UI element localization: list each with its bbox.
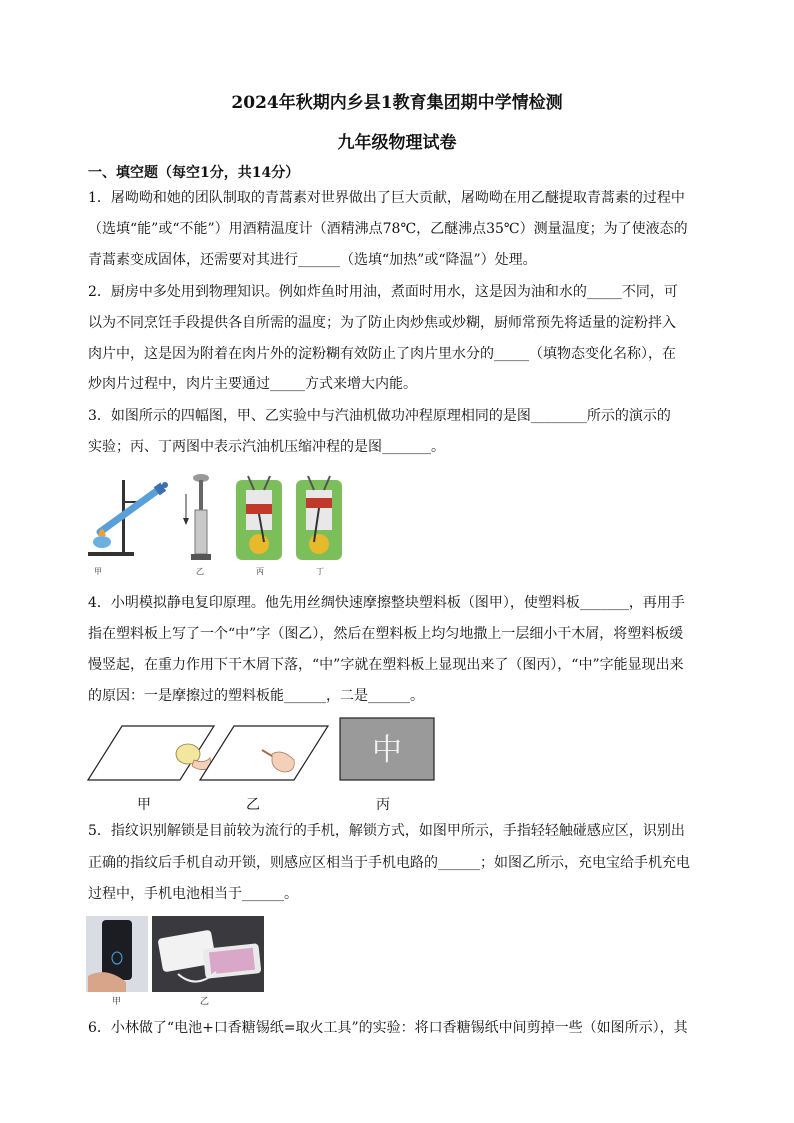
q6-line-1: 6．小林做了“电池+口香糖锡纸=取火工具”的实验：将口香糖锡纸中间剪掉一些（如图所示），其: [88, 1020, 688, 1036]
q4-label-jia: 甲: [137, 797, 151, 813]
q4-line-2: 指在塑料板上写了一个“中”字（图乙），然后在塑料板上均匀地撒上一层细小干木屑，将塑料板缓: [88, 626, 684, 642]
engine-stroke-figure-d: [296, 476, 342, 560]
q3-line-1: 3．如图所示的四幅图，甲、乙实验中与汽油机做功冲程原理相同的是图________所示的演示的: [88, 408, 671, 424]
q3-label-yi: 乙: [196, 567, 204, 576]
q4-line-4: 的原因：一是摩擦过的塑料板能______，二是______。: [88, 688, 424, 704]
plastic-plate-rubbing-figure: [88, 726, 214, 780]
q4-label-bing: 丙: [376, 797, 390, 813]
test-tube-apparatus-figure: [88, 480, 168, 556]
q5-line-1: 5．指纹识别解锁是目前较为流行的手机，解锁方式，如图甲所示，手指轻轻触碰感应区，识别出: [88, 823, 685, 839]
power-bank-charging-photo: [152, 916, 264, 992]
section-heading: 一、填空题（每空1分，共14分）: [88, 165, 300, 181]
q1-line-3: 青蒿素变成固体，还需要对其进行______（选填“加热”或“降温”）处理。: [88, 252, 537, 268]
q5-line-2: 正确的指纹后手机自动开锁，则感应区相当于手机电路的______；如图乙所示，充电宝给手机充电: [88, 855, 690, 871]
q1-line-1: 1．屠呦呦和她的团队制取的青蒿素对世界做出了巨大贡献，屠呦呦在用乙醚提取青蒿素的过程中: [88, 190, 685, 206]
fire-piston-figure: [183, 474, 211, 560]
exam-subtitle: 九年级物理试卷: [337, 133, 457, 153]
q4-figure-set: [86, 714, 438, 784]
q3-line-2: 实验；丙、丁两图中表示汽油机压缩冲程的是图_______。: [88, 439, 445, 455]
fingerprint-phone-photo: [86, 916, 148, 992]
q4-line-3: 慢竖起，在重力作用下干木屑下落，“中”字就在塑料板上显现出来了（图丙），“中”字能显现出来: [88, 657, 684, 673]
q1-line-2: （选填“能”或“不能”）用酒精温度计（酒精沸点78℃，乙醚沸点35℃）测量温度；为了使液态的: [88, 221, 688, 237]
q5-label-jia: 甲: [112, 997, 122, 1007]
plastic-plate-writing-figure: [200, 726, 328, 780]
q3-figure-set: [86, 470, 356, 570]
character-panel-figure: [340, 718, 434, 780]
q2-line-1: 2．厨房中多处用到物理知识。例如炸鱼时用油，煮面时用水，这是因为油和水的_____不同，可: [88, 284, 678, 300]
q5-label-yi: 乙: [200, 997, 210, 1007]
engine-stroke-figure-c: [236, 476, 282, 560]
panel-char: 中: [372, 733, 402, 768]
q4-line-1: 4．小明模拟静电复印原理。他先用丝绸快速摩擦整块塑料板（图甲），使塑料板_______，再用手: [88, 595, 685, 611]
q3-label-bing: 丙: [256, 567, 264, 576]
q2-line-3: 肉片中，这是因为附着在肉片外的淀粉糊有效防止了肉片里水分的_____（填物态变化名称），在: [88, 346, 676, 362]
q5-figure-set: [86, 916, 264, 992]
q4-label-yi: 乙: [246, 797, 260, 813]
q2-line-2: 以为不同烹饪手段提供各自所需的温度；为了防止肉炒焦或炒糊，厨师常预先将适量的淀粉拌入: [88, 315, 676, 331]
q2-line-4: 炒肉片过程中，肉片主要通过_____方式来增大内能。: [88, 376, 417, 392]
q5-line-3: 过程中，手机电池相当于______。: [88, 886, 298, 902]
q3-label-jia: 甲: [94, 567, 102, 576]
q3-label-ding: 丁: [316, 567, 324, 576]
exam-title: 2024年秋期内乡县1教育集团期中学情检测: [231, 93, 563, 113]
